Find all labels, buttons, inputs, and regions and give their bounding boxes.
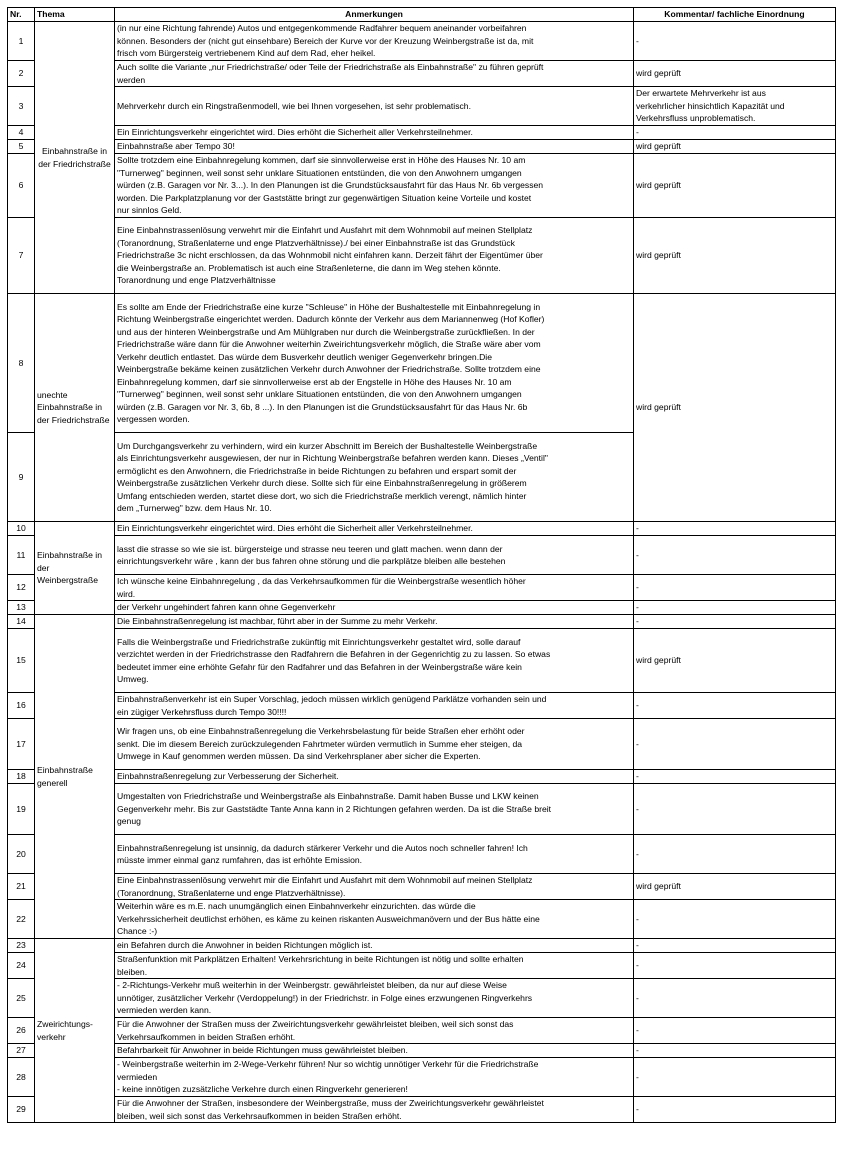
row-number: 6 — [8, 154, 35, 218]
row-number: 29 — [8, 1097, 35, 1123]
row-number: 15 — [8, 629, 35, 693]
table-row — [8, 87, 836, 126]
header-row — [8, 8, 836, 22]
row-number: 12 — [8, 575, 35, 601]
anmerkung-text: Einbahnstraße aber Tempo 30! — [115, 140, 634, 154]
row-number: 4 — [8, 126, 35, 140]
table-row — [8, 154, 836, 218]
anmerkung-text: Wir fragen uns, ob eine Einbahnstraßenregelung die Verkehrsbelastung für beide Straßen eher erhöht oder senkt. Die im diesem Bereich zurückzulegenden Fahrtmeter würden vermutlich in Summe eher steigen, da Umwege in Kauf genommen werden müssen. Da sind Verkehrsplaner aber sicher die Experten. — [115, 719, 634, 770]
kommentar-text: - — [634, 1058, 836, 1097]
kommentar-text: - — [634, 770, 836, 784]
table-row — [8, 218, 836, 294]
anmerkung-text: - 2-Richtungs-Verkehr muß weiterhin in der Weinbergstr. gewährleistet bleiben, da nur auf diese Weise unnötiger, zusätzlicher Verkehr (Verdoppelung!) in der Friedrichstr. in Folge eines erzwungenen Ringverkehrs vermieden werden kann. — [115, 979, 634, 1018]
table-row — [8, 575, 836, 601]
anmerkung-text: Einbahnstraßenverkehr ist ein Super Vorschlag, jedoch müssen wirklich genügend Parklätze vorhanden sein und ein zügiger Verkehrsfluss durch Tempo 30!!!! — [115, 693, 634, 719]
kommentar-text: - — [634, 1097, 836, 1123]
kommentar-text: - — [634, 719, 836, 770]
anmerkung-text: Sollte trotzdem eine Einbahnregelung kommen, darf sie sinnvollerweise erst in Höhe des Hauses Nr. 10 am "Turnerweg" beginnen, weil sonst sehr unklare Situationen entstünden, die von den Anwohnern umgangen würden (z.B. Garagen vor Nr. 3...). In den Planungen ist die Grundstücksausfahrt für das Haus Nr. 6b vergessen worden. Die Parkplatzplanung vor der Gaststätte bringt zur gegenwärtigen Situation keine Vorteile und kostet nur sinnlos Geld. — [115, 154, 634, 218]
anmerkung-text: Für die Anwohner der Straßen muss der Zweirichtungsverkehr gewährleistet bleiben, weil sich sonst das Verkehrsaufkommen in beiden Straßen erhöht. — [115, 1018, 634, 1044]
table-row — [8, 140, 836, 154]
row-number: 26 — [8, 1018, 35, 1044]
anmerkung-text: Für die Anwohner der Straßen, insbesondere der Weinbergstraße, muss der Zweirichtungsverkehr gewährleistet bleiben, weil sich sonst das Verkehrsaufkommen in beiden Straßen erhöht. — [115, 1097, 634, 1123]
thema-group: Einbahnstraße generell — [35, 615, 115, 939]
table-row — [8, 939, 836, 953]
table-row — [8, 22, 836, 61]
kommentar-text: - — [634, 522, 836, 536]
thema-group: Einbahnstraße in der Weinbergstraße — [35, 522, 115, 615]
kommentar-text: - — [634, 835, 836, 874]
table-row — [8, 693, 836, 719]
anmerkung-text: Auch sollte die Variante „nur Friedrichstraße/ oder Teile der Friedrichstraße als Einbahnstraße" zu führen geprüft werden — [115, 61, 634, 87]
row-number: 9 — [8, 433, 35, 522]
kommentar-text: wird geprüft — [634, 629, 836, 693]
row-number: 19 — [8, 784, 35, 835]
table-row — [8, 522, 836, 536]
row-number: 23 — [8, 939, 35, 953]
row-number: 10 — [8, 522, 35, 536]
table-row — [8, 1044, 836, 1058]
row-number: 21 — [8, 874, 35, 900]
anmerkung-text: Straßenfunktion mit Parkplätzen Erhalten! Verkehrsrichtung in beite Richtungen ist nötig und sollte erhalten bleiben. — [115, 953, 634, 979]
anmerkung-text: Weiterhin wäre es m.E. nach unumgänglich einen Einbahnverkehr einzurichten. das würde die Verkehrssicherheit deutlichst erhöhen, es käme zu keinen riskanten Ausweichmanövern und der Bus hätte eine Chance :-) — [115, 900, 634, 939]
kommentar-text: Der erwartete Mehrverkehr ist aus verkehrlicher hinsichtlich Kapazität und Verkehrsfluss unproblematisch. — [634, 87, 836, 126]
row-number: 3 — [8, 87, 35, 126]
kommentar-text: - — [634, 575, 836, 601]
row-number: 14 — [8, 615, 35, 629]
anmerkung-text: Falls die Weinbergstraße und Friedrichstraße zukünftig mit Einrichtungsverkehr gestaltet wird, solle darauf verzichtet werden in der Friedrichstrasse den Radfahrern die Befahren in der Gegenrichtig zu zu lassen. So etwas bedeutet immer eine erhöhte Gefahr für den Radfahrer und das Befahren in der Weinbergstraße wäre kein Umweg. — [115, 629, 634, 693]
table-row — [8, 1018, 836, 1044]
row-number: 1 — [8, 22, 35, 61]
kommentar-text: - — [634, 1044, 836, 1058]
kommentar-text: - — [634, 1018, 836, 1044]
thema-group: Zweirichtungs-verkehr — [35, 939, 115, 1123]
kommentar-text: wird geprüft — [634, 294, 836, 522]
kommentar-text: - — [634, 693, 836, 719]
table-row — [8, 953, 836, 979]
anmerkung-text: lasst die strasse so wie sie ist. bürgersteige und strasse neu teeren und glatt machen. wenn dann der einrichtungsverkehr wäre , kann der bus fahren ohne störung und die parkplätze bleiben alle bestehen — [115, 536, 634, 575]
table-row — [8, 61, 836, 87]
row-number: 7 — [8, 218, 35, 294]
anmerkung-text: Befahrbarkeit für Anwohner in beide Richtungen muss gewährleistet bleiben. — [115, 1044, 634, 1058]
row-number: 28 — [8, 1058, 35, 1097]
kommentar-text: wird geprüft — [634, 140, 836, 154]
anmerkung-text: Mehrverkehr durch ein Ringstraßenmodell, wie bei Ihnen vorgesehen, ist sehr problematisch. — [115, 87, 634, 126]
row-number: 13 — [8, 601, 35, 615]
anmerkung-text: Um Durchgangsverkehr zu verhindern, wird ein kurzer Abschnitt im Bereich der Bushaltestelle Weinbergstraße als Einrichtungsverkehr ausgewiesen, der nur in Richtung Weinbergstraße befahren werden kann. Dieses „Ventil" ermöglicht es den Anwohnern, die Friedrichstraße in beide Richtungen zu befahren und erspart somit der Weinbergstraße zusätzlichen Verkehr durch diese. Sollte sich für eine Einbahnstraßenregelung in größerem Umfang entschieden werden, startet diese dort, wo sich die Friedrichstraße merklich verengt, nämlich hinter dem „Turnerweg" bzw. dem Haus Nr. 10. — [115, 433, 634, 522]
header-thema: Thema — [35, 8, 115, 22]
kommentar-text: - — [634, 900, 836, 939]
thema-group: Einbahnstraße in der Friedrichstraße — [35, 22, 115, 294]
anmerkung-text: Eine Einbahnstrassenlösung verwehrt mir die Einfahrt und Ausfahrt mit dem Wohnmobil auf meinen Stellplatz (Toranordnung, Straßenlaterne und enge Platzverhältnisse). — [115, 874, 634, 900]
table-row — [8, 536, 836, 575]
anmerkung-text: der Verkehr ungehindert fahren kann ohne Gegenverkehr — [115, 601, 634, 615]
table-row — [8, 835, 836, 874]
anmerkung-text: - Weinbergstraße weiterhin im 2-Wege-Verkehr führen! Nur so wichtig unnötiger Verkehr für die Friedrichstraße vermieden - keine innötigen zuzsätzliche Verkehre durch einen Ringverkehr generieren! — [115, 1058, 634, 1097]
table-row — [8, 770, 836, 784]
header-anmerkungen: Anmerkungen — [115, 8, 634, 22]
anmerkung-text: Einbahnstraßenregelung zur Verbesserung der Sicherheit. — [115, 770, 634, 784]
table-row — [8, 629, 836, 693]
kommentar-text: wird geprüft — [634, 154, 836, 218]
anmerkung-text: Umgestalten von Friedrichstraße und Weinbergstraße als Einbahnstraße. Damit haben Busse und LKW keinen Gegenverkehr mehr. Bis zur Gaststädte Tante Anna kann in 2 Richtungen gefahren werden. Da ist die Straße breit genug — [115, 784, 634, 835]
kommentar-text: - — [634, 979, 836, 1018]
anmerkung-text: Die Einbahnstraßenregelung ist machbar, führt aber in der Summe zu mehr Verkehr. — [115, 615, 634, 629]
row-number: 16 — [8, 693, 35, 719]
anmerkung-text: Es sollte am Ende der Friedrichstraße eine kurze "Schleuse" in Höhe der Bushaltestelle mit Einbahnregelung in Richtung Weinbergstraße eingerichtet werden. Dadurch könnte der Verkehr aus dem Mariannenweg (Hof Kofler) und aus der hinteren Weinbergstraße und Am Mühlgraben nur durch die Weinbergstraße zurückfließen. In der Friedrichstraße wäre dann für die Anwohner weiterhin Zweirichtungsverkehr möglich, die Straße wäre aber vom Verkehr deutlich entlastet. Das würde dem Busverkehr deutlich weniger Gegenverkehr bringen.Die Weinbergstraße bekäme keinen zusätzlichen Verkehr durch Anwohner der Friedrichstraße. Sollte trotzdem eine Einbahnregelung kommen, darf sie sinnvollerweise erst ab der Engstelle in Höhe des Hauses Nr. 10 am "Turnerweg" beginnen, weil sonst sehr unklare Situationen entstünden, die von den Anwohnern umgangen würden (z.B. Garagen vor Nr. 3, 6b, 8 ...). In den Planungen ist die Grundstücksausfahrt für das Haus Nr. 6b vergessen worden. — [115, 294, 634, 433]
table-row — [8, 126, 836, 140]
kommentar-text: - — [634, 939, 836, 953]
anmerkung-text: Ein Einrichtungsverkehr eingerichtet wird. Dies erhöht die Sicherheit aller Verkehrsteilnehmer. — [115, 522, 634, 536]
kommentar-text: wird geprüft — [634, 218, 836, 294]
table-row — [8, 979, 836, 1018]
anmerkung-text: Eine Einbahnstrassenlösung verwehrt mir die Einfahrt und Ausfahrt mit dem Wohnmobil auf meinen Stellplatz (Toranordnung, Straßenlaterne und enge Platzverhältnisse)./ bei einer Einbahnstraße ist das Grundstück Friedrichstraße 3c nicht erschlossen, da das Wohnmobil nicht einfahren kann. Derzeit fährt der Eigentümer über die Weinbergstraße an. Problematisch ist auch eine Straßenleterne, die dann im Weg stehen könnte. Toranordnung und enge Platzverhältnisse — [115, 218, 634, 294]
row-number: 24 — [8, 953, 35, 979]
kommentar-text: - — [634, 126, 836, 140]
table-row — [8, 1058, 836, 1097]
row-number: 11 — [8, 536, 35, 575]
table-row — [8, 874, 836, 900]
comments-table — [7, 7, 836, 1123]
kommentar-text: - — [634, 784, 836, 835]
kommentar-text: wird geprüft — [634, 61, 836, 87]
row-number: 17 — [8, 719, 35, 770]
anmerkung-text: Ein Einrichtungsverkehr eingerichtet wird. Dies erhöht die Sicherheit aller Verkehrsteilnehmer. — [115, 126, 634, 140]
row-number: 5 — [8, 140, 35, 154]
table-body — [8, 22, 836, 1123]
table-row — [8, 1097, 836, 1123]
kommentar-text: - — [634, 953, 836, 979]
anmerkung-text: Ich wünsche keine Einbahnregelung , da das Verkehrsaufkommen für die Weinbergstraße wesentlich höher wird. — [115, 575, 634, 601]
header-nr: Nr. — [8, 8, 35, 22]
table-row — [8, 900, 836, 939]
table-row — [8, 784, 836, 835]
kommentar-text: wird geprüft — [634, 874, 836, 900]
anmerkung-text: (in nur eine Richtung fahrende) Autos und entgegenkommende Radfahrer bequem aneinander vorbeifahren können. Besonders der (nicht gut einsehbare) Bereich der Kurve vor der Kreuzung Weinbergstraße ist da, mit frisch vom Bürgersteig vertriebenem Kind auf dem Rad, eher heikel. — [115, 22, 634, 61]
kommentar-text: - — [634, 601, 836, 615]
kommentar-text: - — [634, 615, 836, 629]
anmerkung-text: Einbahnstraßenregelung ist unsinnig, da dadurch stärkerer Verkehr und die Autos noch schneller fahren! Ich müsste immer einmal ganz rumfahren, das ist erhöhte Emission. — [115, 835, 634, 874]
table-row — [8, 601, 836, 615]
anmerkung-text: ein Befahren durch die Anwohner in beiden Richtungen möglich ist. — [115, 939, 634, 953]
row-number: 22 — [8, 900, 35, 939]
thema-group: unechte Einbahnstraße in der Friedrichstraße — [35, 294, 115, 522]
table-row — [8, 294, 836, 433]
row-number: 25 — [8, 979, 35, 1018]
row-number: 2 — [8, 61, 35, 87]
row-number: 27 — [8, 1044, 35, 1058]
table-row — [8, 615, 836, 629]
row-number: 18 — [8, 770, 35, 784]
header-kommentar: Kommentar/ fachliche Einordnung — [634, 8, 836, 22]
row-number: 8 — [8, 294, 35, 433]
kommentar-text: - — [634, 536, 836, 575]
table-row — [8, 719, 836, 770]
row-number: 20 — [8, 835, 35, 874]
kommentar-text: - — [634, 22, 836, 61]
